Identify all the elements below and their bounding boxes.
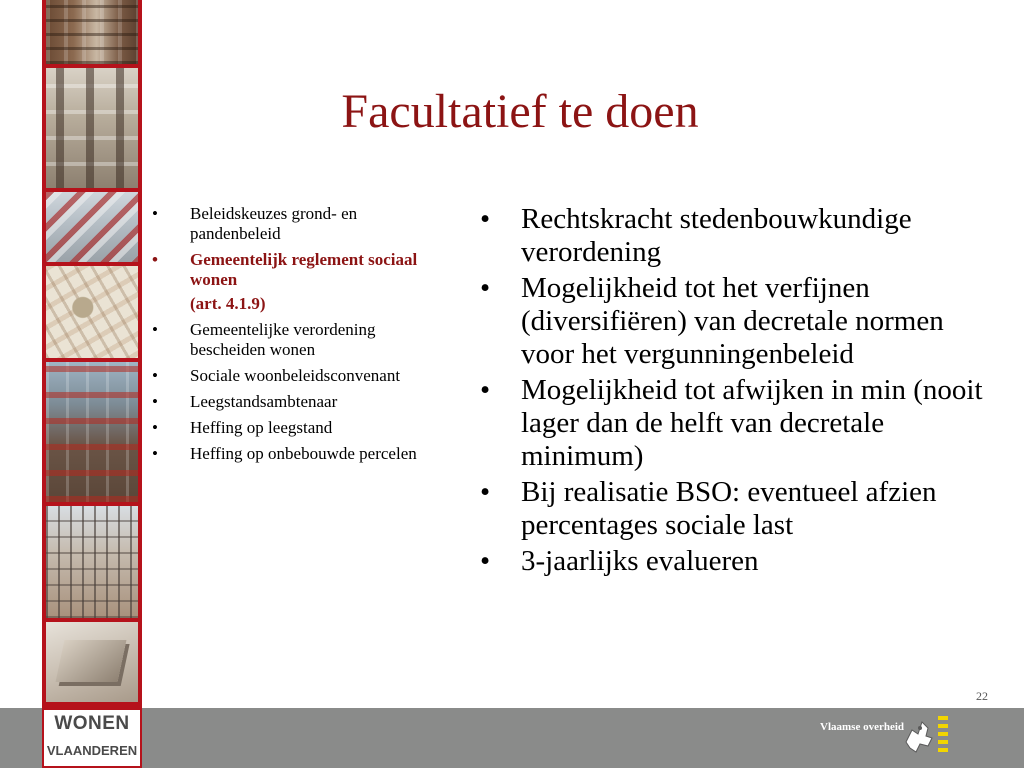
list-item-text: Leegstandsambtenaar [190,392,338,411]
photo-construction-scaffold [46,506,138,618]
list-item-continuation [150,294,450,314]
photo-site-plan [46,266,138,358]
bullet: • [152,366,158,385]
list-item [150,204,450,244]
list-item-text: Gemeentelijke verordening bescheiden wonen [190,320,376,359]
list-item-text: Sociale woonbeleidsconvenant [190,366,401,385]
list-item [478,476,998,542]
photo-gabled-houses [46,192,138,262]
bullet: • [152,392,158,411]
list-item [478,545,998,578]
list-item-text: Beleidskeuzes grond- en pandenbeleid [190,204,358,243]
logo-word-vlaanderen: VLAANDEREN [46,743,138,758]
bullet: • [152,204,158,223]
list-item-text: Heffing op leegstand [190,418,333,437]
wonen-vlaanderen-logo [42,708,142,768]
photo-container-housing [46,362,138,502]
bullet: • [152,250,158,269]
list-item [478,203,998,269]
bullet: • [152,320,158,339]
list-item-text: (art. 4.1.9) [190,294,266,313]
list-item-text: Mogelijkheid tot het verfijnen (diversifiëren) van decretale normen voor het vergunningenbeleid [521,272,944,370]
list-item-text: 3-jaarlijks evalueren [521,545,759,577]
right-bullet-list [478,203,998,581]
bullet: • [480,272,491,304]
list-item [150,320,450,360]
footer-gov-label: Vlaamse overheid [820,721,905,733]
list-item [150,418,450,438]
list-item [478,272,998,371]
flemish-lion-icon [898,712,950,758]
footer-bar [0,708,1024,768]
list-item [150,366,450,386]
photo-balconies [46,0,138,64]
bullet: • [480,476,491,508]
list-item-text: Bij realisatie BSO: eventueel afzien percentages sociale last [521,476,937,541]
list-item-text: Gemeentelijk reglement sociaal wonen [190,250,418,289]
list-item-highlighted [150,250,450,290]
slide-title: Facultatief te doen [341,85,699,138]
list-item-text: Heffing op onbebouwde percelen [190,444,417,463]
list-item-text: Rechtskracht stedenbouwkundige verordening [521,203,912,268]
logo-word-wonen: WONEN [54,713,130,734]
photo-historic-facade [46,68,138,188]
bullet: • [480,203,491,235]
bullet: • [480,374,491,406]
bullet: • [152,444,158,463]
list-item [150,444,450,464]
photo-strip [42,0,142,768]
page-number: 22 [976,689,988,703]
bullet: • [480,545,491,577]
list-item [478,374,998,473]
list-item [150,392,450,412]
list-item-text: Mogelijkheid tot afwijken in min (nooit lager dan de helft van decretale minimum) [521,374,983,472]
bullet: • [152,418,158,437]
left-bullet-list [150,204,450,470]
photo-scale-model [46,622,138,702]
